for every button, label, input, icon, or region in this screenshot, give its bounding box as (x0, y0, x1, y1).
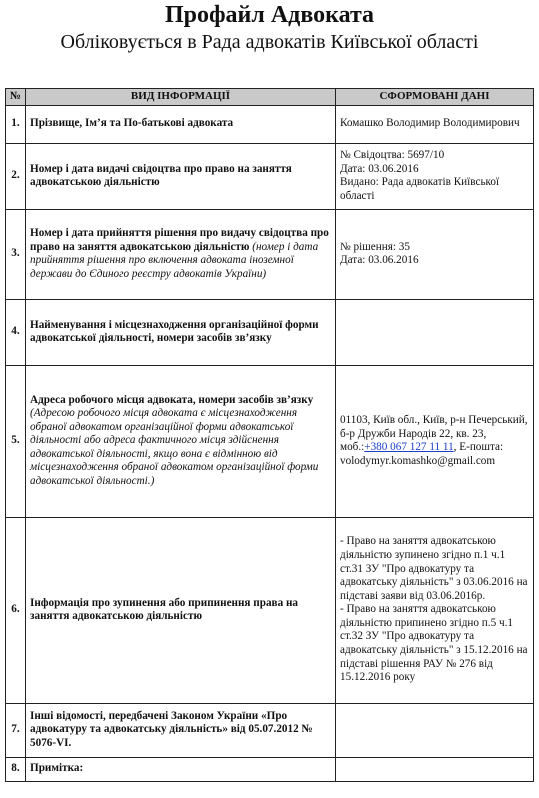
column-header-number: № (6, 89, 26, 106)
info-title: Примітка: (30, 762, 84, 775)
table-row (6, 143, 534, 209)
data-cell (336, 365, 534, 517)
data-cell (336, 757, 534, 781)
info-title: Номер і дата прийняття рішення про видачу свідоцтва про право на заняття адвокатською діяльністю (30, 226, 329, 253)
info-cell (26, 703, 336, 757)
table-row (6, 757, 534, 781)
info-note: (Адресою робочого місця адвоката є місцезнаходження обраної адвокатом організаційної форми адвокатської діяльності або адреса фактичного місця здійснення адвокатської діяльності, якщо вона є відмінною від місцезнаходження обраної адвокатом організаційної форми адвокатської діяльності.) (30, 407, 319, 488)
row-number: 7. (6, 703, 26, 757)
row-number: 6. (6, 517, 26, 703)
address-text: 01103, Київ обл., Київ, р-н Печерський, б-р Дружби Народів 22, кв. 23, моб.: (340, 413, 528, 454)
certificate-issuer: Видано: Рада адвокатів Київської області (340, 176, 500, 202)
row-number: 8. (6, 757, 26, 781)
column-header-formed-data: СФОРМОВАНІ ДАНІ (336, 89, 534, 106)
page-subtitle: Обліковується в Рада адвокатів Київської області (60, 31, 479, 53)
suspension-note: - Право на заняття адвокатською діяльністю зупинено згідно п.1 ч.1 ст.31 ЗУ "Про адвокатуру та адвокатську діяльність" з 03.06.2016 на підставі заяви від 03.06.2016р. (340, 535, 528, 602)
data-cell (336, 299, 534, 365)
row-number: 2. (6, 143, 26, 209)
table-row (6, 517, 534, 703)
row-number: 5. (6, 365, 26, 517)
info-title: Найменування і місцезнаходження організаційної форми адвокатської діяльності, номери засобів зв’язку (30, 318, 319, 345)
info-cell (26, 365, 336, 517)
decision-date: Дата: 03.06.2016 (340, 254, 419, 267)
info-cell (26, 143, 336, 209)
info-note: (номер і дата прийняття рішення про включення адвоката іноземної держави до Єдиного реєстру адвокатів України) (30, 240, 319, 280)
data-cell (336, 209, 534, 299)
phone-link[interactable]: +380 067 127 11 11 (364, 441, 454, 454)
row-number: 4. (6, 299, 26, 365)
info-cell (26, 299, 336, 365)
document-header (0, 0, 539, 54)
data-cell (336, 517, 534, 703)
info-title: Інформація про зупинення або припинення права на заняття адвокатською діяльністю (30, 596, 299, 623)
row-number: 1. (6, 105, 26, 143)
table-header-row (6, 89, 534, 106)
table-row (6, 299, 534, 365)
data-cell (336, 143, 534, 209)
table-row (6, 365, 534, 517)
data-cell (336, 703, 534, 757)
info-cell (26, 105, 336, 143)
table-row (6, 703, 534, 757)
row-number: 3. (6, 209, 26, 299)
info-cell (26, 209, 336, 299)
email-text: , Е-пошта: volodymyr.komashko@gmail.com (340, 441, 504, 467)
certificate-date: Дата: 03.06.2016 (340, 162, 419, 175)
lawyer-profile-table (5, 88, 534, 782)
info-title: Прізвище, Ім’я та По-батькові адвоката (30, 117, 234, 130)
decision-number: № рішення: 35 (340, 240, 410, 253)
info-title: Адреса робочого місця адвоката, номери засобів зв’язку (30, 393, 314, 406)
column-header-info-type: ВИД ІНФОРМАЦІЇ (26, 89, 336, 106)
info-title: Інші відомості, передбачені Законом України «Про адвокатуру та адвокатську діяльність» від 05.07.2012 № 5076-VI. (30, 709, 313, 749)
table-row (6, 105, 534, 143)
page-title: Профайл Адвоката (164, 2, 375, 28)
certificate-number: № Свідоцтва: 5697/10 (340, 148, 445, 161)
info-cell (26, 517, 336, 703)
info-cell (26, 757, 336, 781)
info-title: Номер і дата видачі свідоцтва про право на заняття адвокатською діяльністю (30, 162, 292, 189)
table-row (6, 209, 534, 299)
termination-note: - Право на заняття адвокатською діяльністю припинено згідно п.5 ч.1 ст.32 ЗУ "Про адвокатуру та адвокатську діяльність" з 15.12.2016 на підставі рішення РАУ № 276 від 15.12.2016 року (340, 603, 528, 684)
data-cell: Комашко Володимир Володимирович (336, 105, 534, 143)
